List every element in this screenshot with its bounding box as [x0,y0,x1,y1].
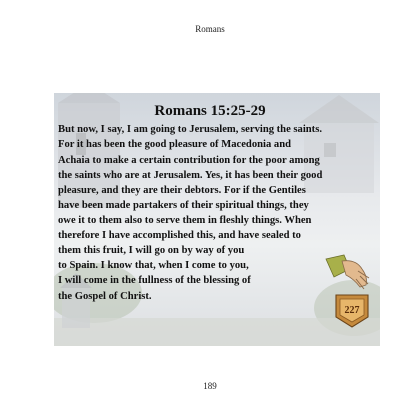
verse-line: owe it to them also to serve them in fleshly things. When [58,215,312,226]
verse-line: Achaia to make a certain contribution for the poor among [58,155,320,166]
verse-line: the saints who are at Jerusalem. Yes, it has been their good [58,170,323,181]
verse-line: But now, I say, I am going to Jerusalem, serving the saints. [58,124,322,135]
verse-line: them this fruit, I will go on by way of you [58,245,245,256]
verse-line: For it has been the good pleasure of Macedonia and [58,139,291,150]
hand-with-seal-illustration [322,251,380,331]
verse-line: the Gospel of Christ. [58,291,152,302]
verse-line: pleasure, and they are their debtors. For if the Gentiles [58,185,306,196]
verse-title: Romans 15:25-29 [154,103,266,119]
seal-mark: 227 [344,305,360,316]
verse-line: to Spain. I know that, when I come to you, [58,260,249,271]
verse-line: have been made partakers of their spiritual things, they [58,200,309,211]
verse-line: I will come in the fullness of the blessing of [58,275,251,286]
running-head: Romans [195,24,225,34]
page-number: 189 [203,381,217,391]
verse-line: therefore I have accomplished this, and have sealed to [58,230,301,241]
